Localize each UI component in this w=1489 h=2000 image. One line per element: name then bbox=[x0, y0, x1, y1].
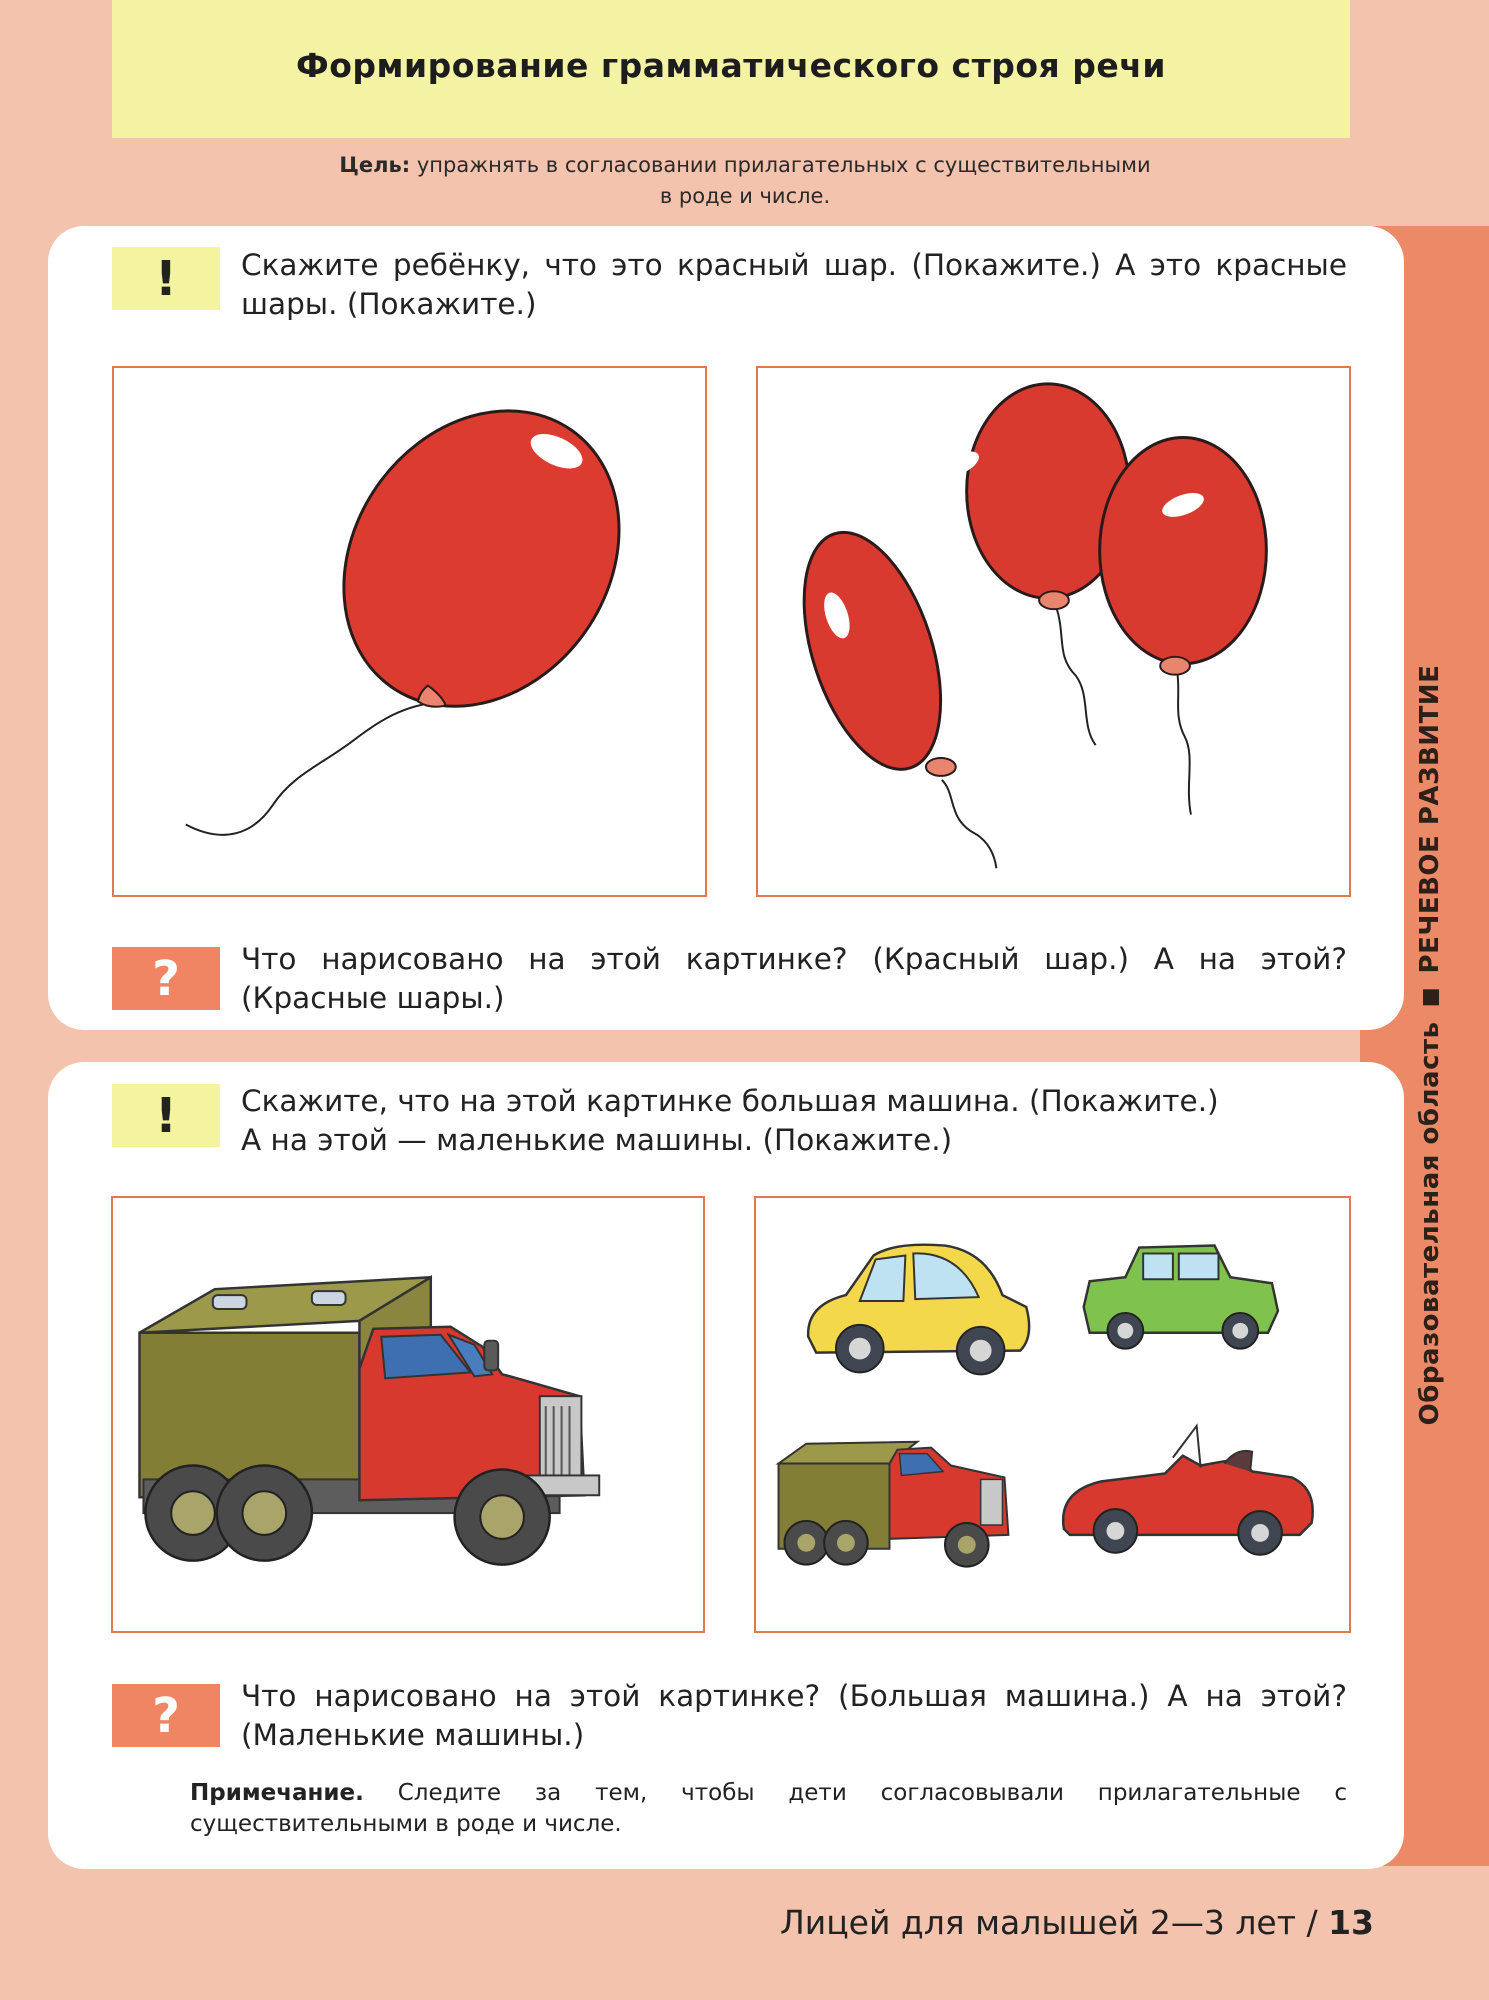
instruction-text bbox=[241, 1082, 1347, 1160]
small-cars-picture bbox=[754, 1196, 1351, 1633]
three-balloons-picture bbox=[756, 366, 1351, 897]
three-balloons-illustration bbox=[758, 368, 1349, 895]
small-truck bbox=[779, 1442, 1009, 1567]
yellow-car bbox=[808, 1245, 1029, 1375]
big-truck-illustration bbox=[113, 1198, 703, 1631]
question-badge: ? bbox=[112, 947, 220, 1010]
single-balloon-picture bbox=[112, 366, 707, 897]
goal-text-line2: в роде и числе. bbox=[659, 184, 831, 208]
small-cars-illustration bbox=[756, 1198, 1349, 1631]
page-number: 13 bbox=[1328, 1903, 1374, 1942]
instruction-line1: Скажите, что на этой картинке большая машина. (Покажите.) bbox=[241, 1084, 1219, 1118]
goal-statement bbox=[220, 150, 1270, 212]
instruction-badge: ! bbox=[112, 1084, 220, 1147]
page-header bbox=[112, 0, 1350, 138]
goal-text-line1: упражнять в согласовании прилагательных с существительными bbox=[416, 153, 1151, 177]
big-truck-picture bbox=[111, 1196, 705, 1633]
red-convertible bbox=[1063, 1426, 1313, 1555]
green-car bbox=[1084, 1246, 1278, 1349]
page-title: Формирование грамматического строя речи bbox=[296, 46, 1166, 85]
page-footer bbox=[780, 1903, 1374, 1942]
note-label: Примечание. bbox=[190, 1780, 364, 1806]
question-badge: ? bbox=[112, 1684, 220, 1747]
instruction-line2: А на этой — маленькие машины. (Покажите.) bbox=[241, 1123, 953, 1157]
question-text: Что нарисовано на этой картинке? (Красный шар.) А на этой? (Красные шары.) bbox=[241, 942, 1347, 1015]
single-balloon-illustration bbox=[114, 368, 705, 895]
note bbox=[190, 1778, 1347, 1840]
goal-label: Цель: bbox=[339, 153, 411, 177]
side-section-text: РЕЧЕВОЕ РАЗВИТИЕ bbox=[1415, 664, 1445, 974]
instruction-badge: ! bbox=[112, 247, 220, 310]
instruction-text: Скажите ребёнку, что это красный шар. (Покажите.) А это красные шары. (Покажите.) bbox=[241, 248, 1347, 321]
side-section-label bbox=[1415, 665, 1445, 1426]
question-text: Что нарисовано на этой картинке? (Большая машина.) А на этой? (Маленькие машины.) bbox=[241, 1679, 1347, 1752]
book-title: Лицей для малышей 2—3 лет / bbox=[779, 1903, 1318, 1942]
side-area-text: Образовательная область bbox=[1415, 1021, 1445, 1426]
separator-square bbox=[1423, 989, 1439, 1005]
note-text: Следите за тем, чтобы дети согласовывали прилагательные с существительными в роде и числе. bbox=[190, 1780, 1347, 1837]
